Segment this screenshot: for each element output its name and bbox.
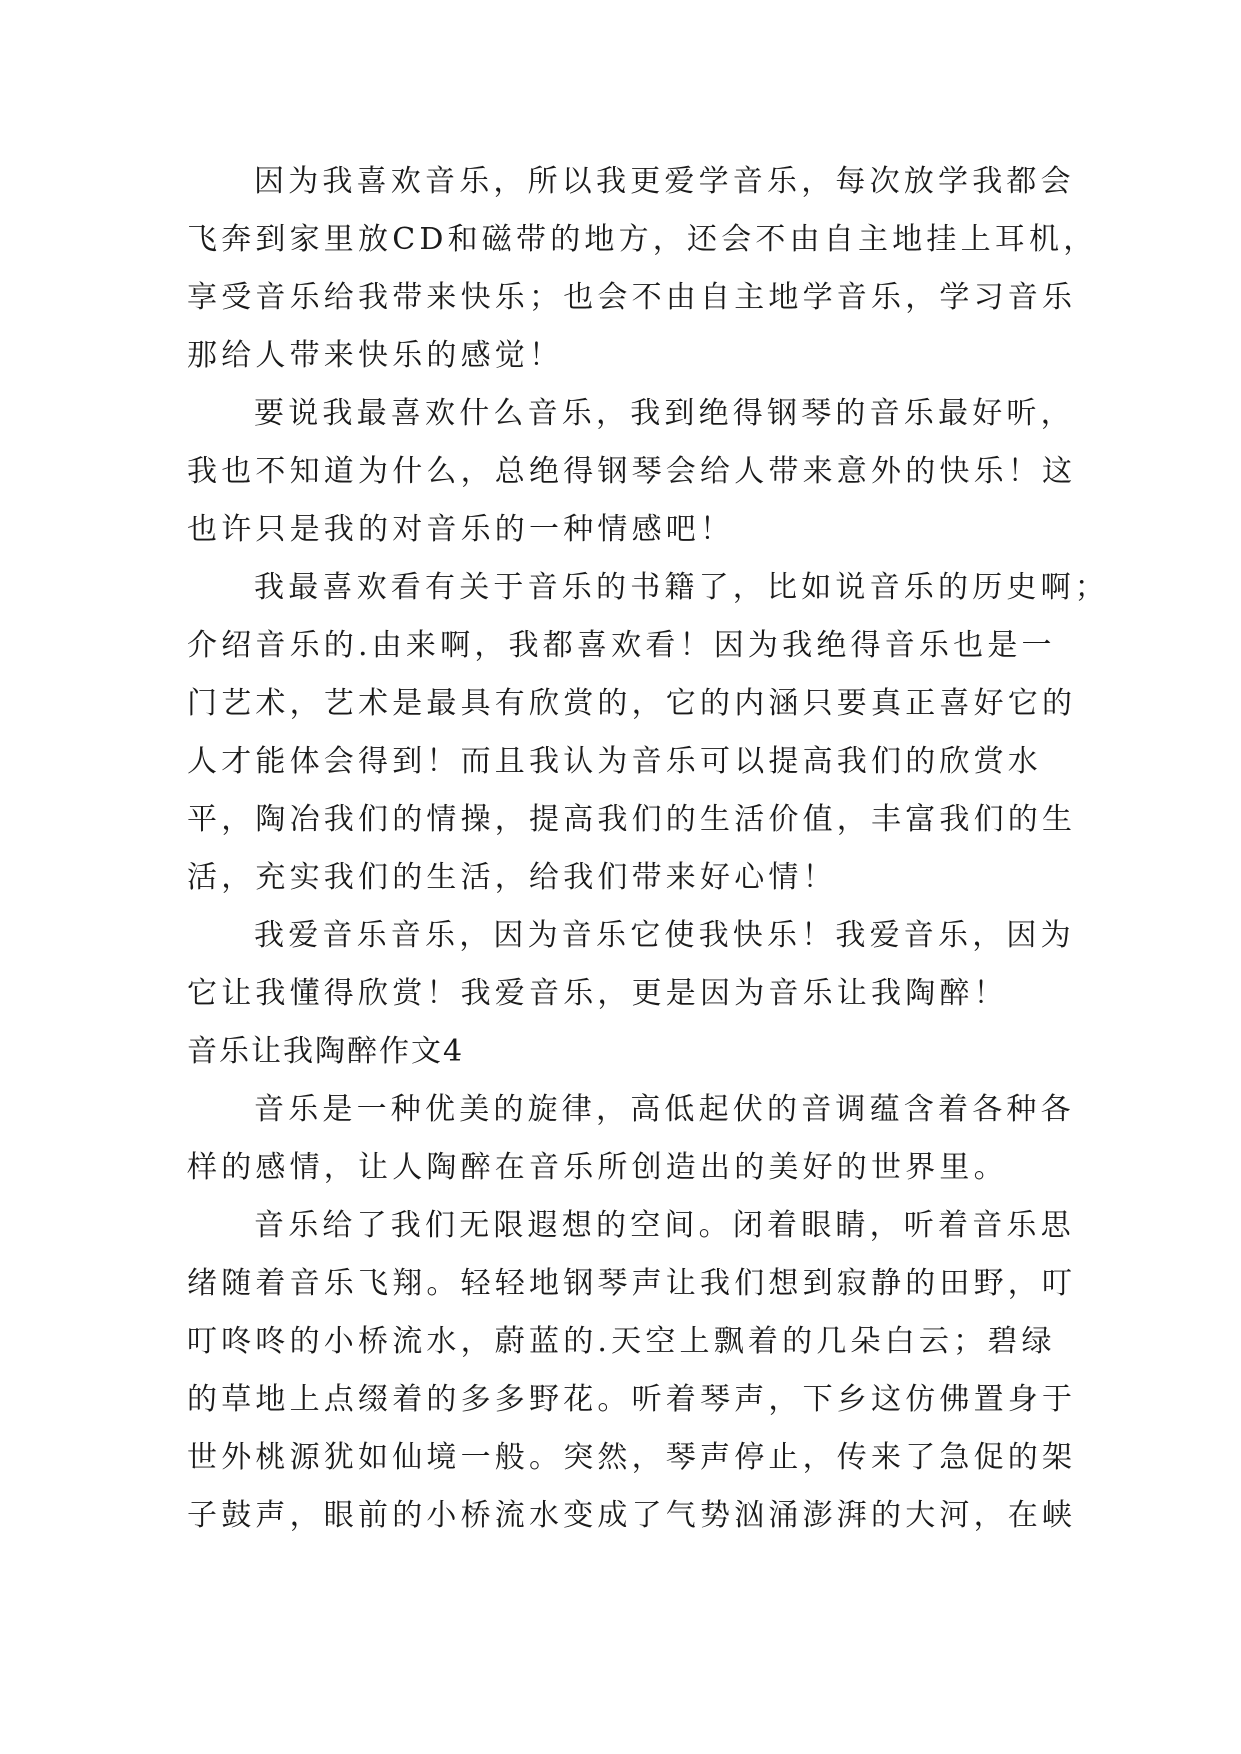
text-line: 它让我懂得欣赏！我爱音乐，更是因为音乐让我陶醉！ — [187, 976, 1008, 1011]
text-line: 也许只是我的对音乐的一种情感吧！ — [187, 512, 735, 547]
text-line: 样的感情，让人陶醉在音乐所创造出的美好的世界里。 — [187, 1150, 1008, 1185]
text-line: 子鼓声，眼前的小桥流水变成了气势汹涌澎湃的大河，在峡 — [187, 1498, 1077, 1533]
text-line: 人才能体会得到！而且我认为音乐可以提高我们的欣赏水 — [187, 744, 1042, 779]
text-line: 音乐给了我们无限遐想的空间。闭着眼睛，听着音乐思 — [254, 1208, 1075, 1243]
text-line: 介绍音乐的.由来啊，我都喜欢看！因为我绝得音乐也是一 — [187, 628, 1056, 663]
text-line: 我也不知道为什么，总绝得钢琴会给人带来意外的快乐！这 — [187, 454, 1077, 489]
text-line: 因为我喜欢音乐，所以我更爱学音乐，每次放学我都会 — [254, 164, 1075, 199]
essay-body — [187, 153, 1109, 1545]
text-line: 世外桃源犹如仙境一般。突然，琴声停止，传来了急促的架 — [187, 1440, 1077, 1475]
section-heading: 音乐让我陶醉作文4 — [187, 1034, 465, 1069]
text-line: 活，充实我们的生活，给我们带来好心情！ — [187, 860, 837, 895]
text-line: 我爱音乐音乐，因为音乐它使我快乐！我爱音乐，因为 — [254, 918, 1075, 953]
text-line: 享受音乐给我带来快乐；也会不由自主地学音乐，学习音乐 — [187, 280, 1077, 315]
text-line: 的草地上点缀着的多多野花。听着琴声，下乡这仿佛置身于 — [187, 1382, 1077, 1417]
text-line: 绪随着音乐飞翔。轻轻地钢琴声让我们想到寂静的田野，叮 — [187, 1266, 1077, 1301]
text-line: 平，陶冶我们的情操，提高我们的生活价值，丰富我们的生 — [187, 802, 1077, 837]
text-line: 门艺术，艺术是最具有欣赏的，它的内涵只要真正喜好它的 — [187, 686, 1077, 721]
text-line: 叮咚咚的小桥流水，蔚蓝的.天空上飘着的几朵白云；碧绿 — [187, 1324, 1056, 1359]
text-line: 那给人带来快乐的感觉！ — [187, 338, 564, 373]
text-line: 我最喜欢看有关于音乐的书籍了，比如说音乐的历史啊； — [254, 570, 1109, 605]
text-line: 飞奔到家里放CD和磁带的地方，还会不由自主地挂上耳机， — [187, 222, 1098, 257]
text-line: 音乐是一种优美的旋律，高低起伏的音调蕴含着各种各 — [254, 1092, 1075, 1127]
text-line: 要说我最喜欢什么音乐，我到绝得钢琴的音乐最好听， — [254, 396, 1075, 431]
